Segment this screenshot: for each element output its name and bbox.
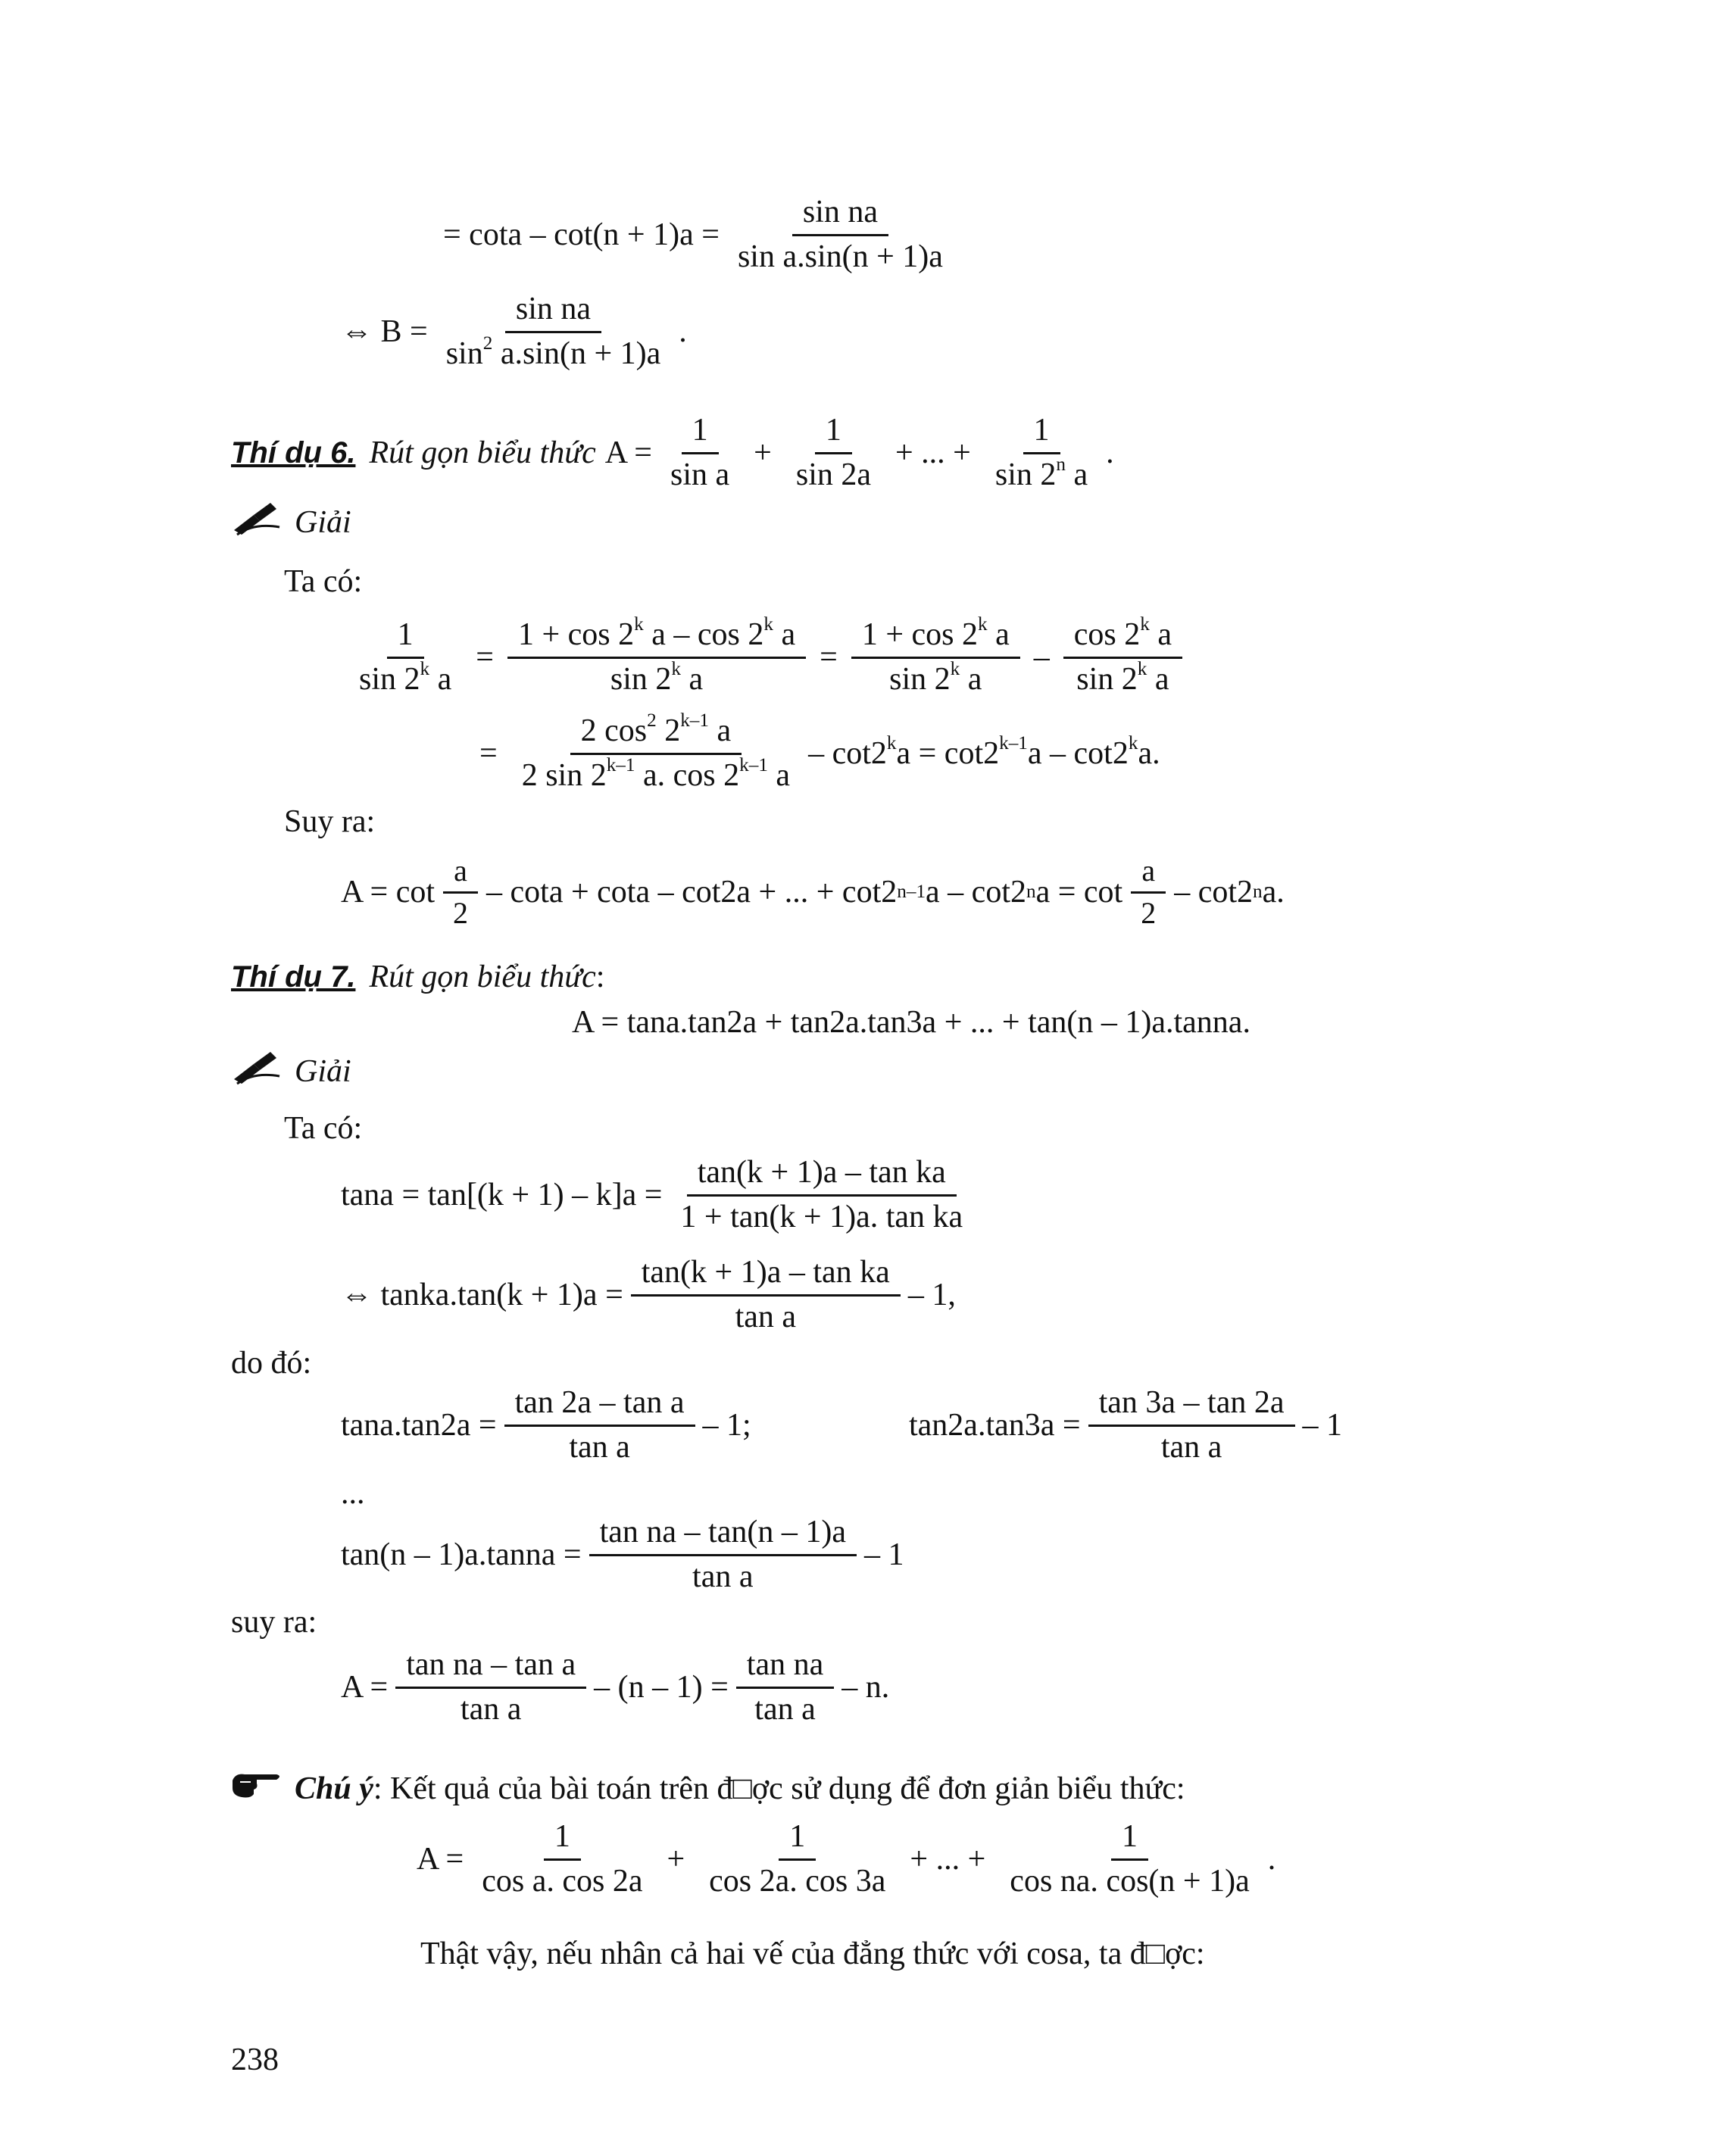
suy-ra-line xyxy=(231,1584,317,1660)
page-number-text: 238 xyxy=(231,2042,279,2077)
denominator xyxy=(985,454,1098,493)
text: A = cot xyxy=(341,875,436,910)
text: cos 2 xyxy=(1073,617,1141,653)
fraction xyxy=(736,1647,834,1727)
denominator xyxy=(600,659,713,697)
line-ex6-step1 xyxy=(341,604,1190,710)
denominator: cos na. cos(n + 1)a xyxy=(1010,1863,1250,1899)
superscript: 2 xyxy=(647,710,657,732)
text: – cota + cota – cot2a + ... + cot2 xyxy=(486,875,898,910)
operator: = xyxy=(479,736,498,771)
text: a. cos 2 xyxy=(635,757,740,793)
denominator xyxy=(879,659,992,697)
denominator: sin a xyxy=(670,457,730,492)
expr-text: = cota – cot(n + 1)a = xyxy=(443,217,720,252)
fraction xyxy=(471,1819,653,1899)
text: Ta có: xyxy=(284,1111,363,1146)
operator: + ... + xyxy=(910,1842,986,1877)
text: – cot2 xyxy=(1174,875,1254,910)
fraction xyxy=(507,614,806,697)
text: tana.tan2a = xyxy=(341,1408,497,1443)
text: a xyxy=(708,713,732,749)
example-6-heading-line xyxy=(231,400,1114,506)
line-ex7-tan-product xyxy=(341,1242,956,1348)
ex7-expression xyxy=(572,985,1250,1060)
line-ex7-term2 xyxy=(909,1372,1342,1478)
fraction xyxy=(1130,854,1166,931)
operator: + xyxy=(667,1842,685,1877)
numerator: tan 3a – tan 2a xyxy=(1088,1385,1295,1426)
text: tan2a.tan3a = xyxy=(909,1408,1081,1443)
superscript: k xyxy=(950,658,960,679)
operator: + xyxy=(754,435,772,470)
fraction xyxy=(631,1255,901,1334)
text: 2 sin 2 xyxy=(521,757,607,793)
text: Ta có: xyxy=(284,564,363,599)
numerator: 1 xyxy=(387,617,424,658)
text: a – cot2 xyxy=(1027,736,1129,771)
fraction xyxy=(348,617,462,697)
operator: – xyxy=(1033,640,1050,675)
numerator: tan(k + 1)a – tan ka xyxy=(687,1155,957,1196)
page-number xyxy=(231,2022,279,2098)
numerator: tan(k + 1)a – tan ka xyxy=(631,1255,901,1296)
fraction xyxy=(727,195,954,274)
superscript: k–1 xyxy=(739,754,768,775)
numerator: tan na – tan a xyxy=(395,1647,586,1688)
superscript: 2 xyxy=(482,332,493,354)
fraction xyxy=(698,1819,896,1899)
fraction xyxy=(395,1647,586,1727)
text: ... xyxy=(341,1476,365,1511)
text: suy ra: xyxy=(231,1605,317,1640)
text: – 1; xyxy=(702,1408,751,1443)
numerator: tan na xyxy=(736,1647,834,1688)
numerator xyxy=(570,710,742,754)
denominator: tan a xyxy=(692,1559,754,1594)
text: a xyxy=(429,661,452,697)
text: tana = tan[(k + 1) – k]a = xyxy=(341,1178,663,1212)
expr-tail xyxy=(808,735,1160,772)
superscript: n xyxy=(1056,454,1066,475)
text: a xyxy=(681,661,704,697)
prompt-text: Rút gọn biểu thức xyxy=(369,960,596,994)
note-last-line xyxy=(420,1916,1205,1992)
numerator: 1 xyxy=(544,1819,581,1860)
operator: = xyxy=(820,640,838,675)
text: – n. xyxy=(841,1670,890,1705)
line-ex7-termn xyxy=(341,1502,904,1608)
text: a xyxy=(1065,457,1088,492)
fraction xyxy=(1063,614,1182,697)
text: Thật vậy, nếu nhân cả hai vế của đẳng thức với cosa, ta đ□ợc: xyxy=(420,1936,1205,1971)
fraction xyxy=(785,413,882,492)
example-7-heading-line xyxy=(231,939,604,1015)
fraction xyxy=(504,1385,695,1465)
numerator: 1 xyxy=(682,413,719,454)
writing-hand-icon xyxy=(231,1049,284,1095)
text: A = xyxy=(417,1842,464,1877)
text: 1 + cos 2 xyxy=(861,617,978,653)
example-heading: Thí dụ 6. xyxy=(231,435,356,470)
line-ex7-tan-identity xyxy=(341,1142,981,1248)
denominator: tan a xyxy=(460,1691,522,1727)
line-ex7-term1 xyxy=(341,1372,751,1478)
text: a = cot2 xyxy=(896,736,1000,771)
text: A = tana.tan2a + tan2a.tan3a + ... + tan(n – 1)a.tanna. xyxy=(572,1005,1250,1040)
superscript: k xyxy=(1137,658,1147,679)
fraction xyxy=(436,292,672,371)
text: a xyxy=(767,757,791,793)
text: a xyxy=(960,661,982,697)
text: – 1 xyxy=(863,1537,904,1572)
denominator xyxy=(1066,659,1179,697)
text: a = cot xyxy=(1035,875,1123,910)
text: sin xyxy=(445,335,483,371)
denominator: cos a. cos 2a xyxy=(482,1863,643,1899)
fraction xyxy=(851,614,1020,697)
fraction xyxy=(985,413,1098,492)
text: 2 xyxy=(656,713,681,749)
numerator xyxy=(507,614,806,658)
pointing-hand-icon xyxy=(231,1770,284,1808)
denominator: sin 2a xyxy=(795,457,871,492)
text: do đó: xyxy=(231,1346,312,1381)
text: Suy ra: xyxy=(284,804,376,839)
fraction xyxy=(1088,1385,1295,1465)
text: a.sin(n + 1)a xyxy=(492,335,661,371)
text: a xyxy=(1147,661,1169,697)
expr-text: A = xyxy=(604,435,652,470)
text: a xyxy=(987,617,1010,653)
punct: . xyxy=(1267,1842,1276,1877)
text: tan(n – 1)a.tanna = xyxy=(341,1537,582,1572)
text: a – cot2 xyxy=(926,875,1026,910)
numerator: 1 xyxy=(1023,413,1060,454)
denominator: tan a xyxy=(1160,1429,1222,1465)
text: a. xyxy=(1262,875,1285,910)
text: a xyxy=(773,617,796,653)
numerator: sin na xyxy=(792,195,888,236)
superscript: k xyxy=(671,658,682,679)
superscript: k xyxy=(886,733,897,754)
text: – cot2 xyxy=(808,736,887,771)
expr-text: ⇔ B = xyxy=(341,314,428,349)
superscript: k–1 xyxy=(999,733,1028,754)
text: sin 2 xyxy=(889,661,951,697)
do-do-line xyxy=(231,1325,311,1401)
denominator: 1 + tan(k + 1)a. tan ka xyxy=(680,1199,963,1234)
superscript: k xyxy=(420,658,430,679)
denominator: 2 xyxy=(453,895,469,930)
writing-hand-icon xyxy=(231,500,284,546)
denominator xyxy=(348,659,462,697)
denominator: 2 xyxy=(1141,895,1157,930)
fraction xyxy=(511,710,801,793)
numerator: 1 xyxy=(1111,1819,1148,1860)
text: – 1, xyxy=(907,1278,956,1312)
superscript: k xyxy=(978,614,988,635)
line-cot-identity xyxy=(443,182,961,288)
text: a xyxy=(1149,617,1172,653)
text: : Kết quả của bài toán trên đ□ợc sử dụng để đơn giản biểu thức: xyxy=(373,1771,1185,1806)
numerator: a xyxy=(443,854,478,894)
superscript: k xyxy=(634,614,644,635)
text: 2 cos xyxy=(580,713,648,749)
note-label: Chú ý xyxy=(295,1771,373,1806)
text: a. xyxy=(1138,736,1160,771)
solution-label: Giải xyxy=(295,1054,351,1089)
prompt-text: Rút gọn biểu thức xyxy=(369,435,596,470)
numerator xyxy=(1063,614,1182,658)
operator: + ... + xyxy=(895,435,971,470)
superscript: k–1 xyxy=(606,754,635,775)
text: ⇔ tanka.tan(k + 1)a = xyxy=(341,1278,623,1312)
line-B-result xyxy=(341,279,687,385)
numerator: tan 2a – tan a xyxy=(504,1385,695,1426)
punct: . xyxy=(679,314,687,349)
text: 1 + cos 2 xyxy=(517,617,635,653)
text: sin 2 xyxy=(610,661,672,697)
text: – (n – 1) = xyxy=(594,1670,729,1705)
operator: = xyxy=(476,640,494,675)
example-heading: Thí dụ 7. xyxy=(231,960,356,994)
text: A = xyxy=(341,1670,389,1705)
denominator xyxy=(511,755,801,794)
numerator: sin na xyxy=(505,292,601,332)
text: sin 2 xyxy=(994,457,1057,492)
numerator: tan na – tan(n – 1)a xyxy=(589,1515,857,1556)
denominator xyxy=(436,333,672,372)
fraction xyxy=(660,413,740,492)
punct: : xyxy=(595,960,605,994)
denominator: sin a.sin(n + 1)a xyxy=(737,239,943,274)
line-ex6-step2 xyxy=(473,701,1160,807)
superscript: k xyxy=(1140,614,1150,635)
numerator xyxy=(851,614,1020,658)
denominator: tan a xyxy=(569,1429,630,1465)
text: a – cos 2 xyxy=(643,617,764,653)
numerator: a xyxy=(1131,854,1166,894)
denominator: cos 2a. cos 3a xyxy=(709,1863,886,1899)
numerator: 1 xyxy=(815,413,852,454)
numerator: 1 xyxy=(779,1819,816,1860)
punct: . xyxy=(1106,435,1114,470)
line-ex7-result xyxy=(341,1634,889,1740)
line-ex6-result: A = cot $\frac{a}{2}$ – cota + cota – cot2a + ... + cot2 n–1 a – cot2 n a = cot $\frac{a}{2}$ – cot2 n a. xyxy=(341,853,1285,930)
superscript: k–1 xyxy=(680,710,709,732)
fraction xyxy=(670,1155,973,1234)
text: sin 2 xyxy=(1076,661,1138,697)
line-note-expression xyxy=(417,1806,1275,1912)
superscript: k xyxy=(763,614,773,635)
denominator: tan a xyxy=(754,1691,816,1727)
fraction xyxy=(589,1515,857,1594)
fraction xyxy=(442,854,479,931)
denominator: tan a xyxy=(735,1299,797,1334)
text: sin 2 xyxy=(359,661,420,697)
text: – 1 xyxy=(1302,1408,1342,1443)
solution-label: Giải xyxy=(295,505,351,540)
superscript: k xyxy=(1128,733,1138,754)
fraction xyxy=(999,1819,1260,1899)
